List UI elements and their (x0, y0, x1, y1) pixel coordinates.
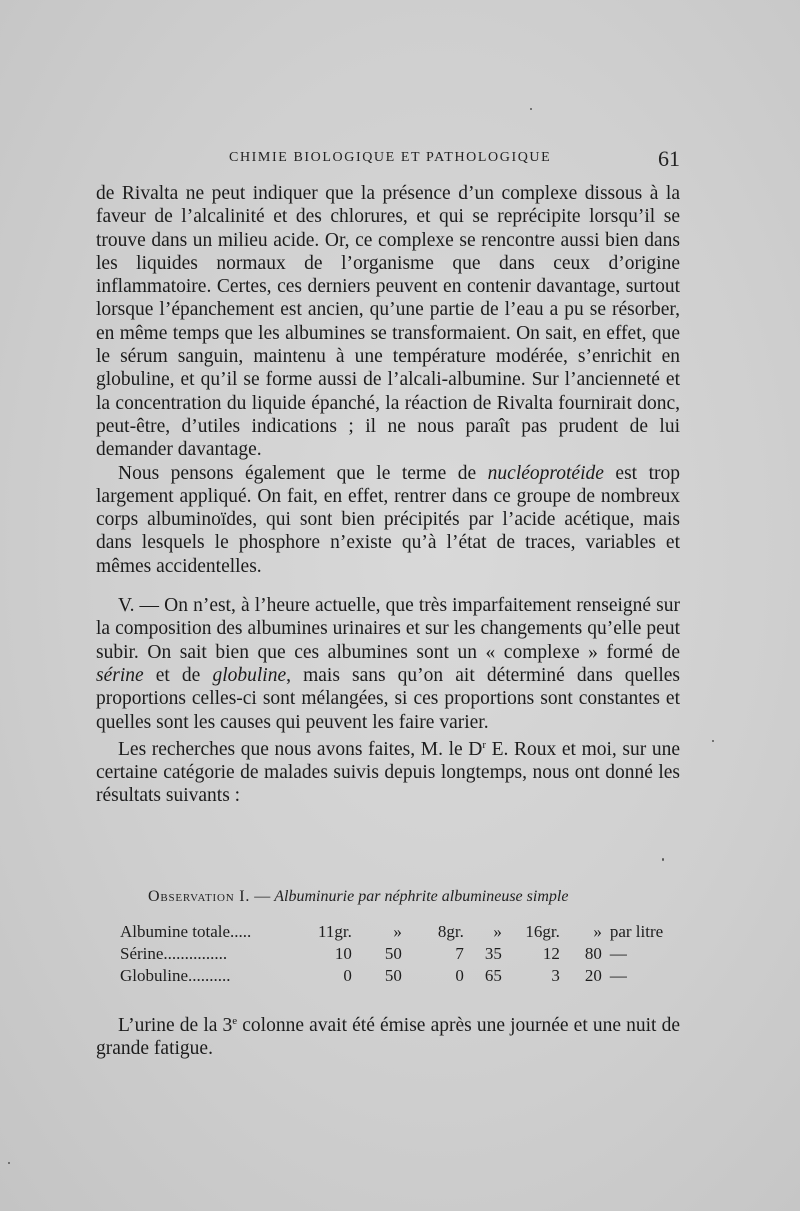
italic-term: sérine (96, 664, 144, 686)
paper-speck (8, 1162, 10, 1164)
table-cell: — (609, 944, 627, 963)
text-run: est trop largement appliqué. On fait, en effet, rentrer dans ce groupe de nombreux corps albuminoïdes, qui sont bien précipités par l’acide acétique, mais dans lesquels le phosphore n’existe qu’à l’état de traces, variables et mêmes accidentelles. (96, 462, 680, 577)
row-label: Sérine............... (120, 944, 228, 963)
text-run: L’urine de la 3 (118, 1015, 233, 1036)
paper-speck (712, 740, 714, 742)
running-title: CHIMIE BIOLOGIQUE ET PATHOLOGIQUE (229, 150, 552, 165)
row-label: Albumine totale..... (120, 922, 252, 941)
table-cell: » (593, 922, 602, 941)
albumin-table (120, 922, 680, 988)
table-cell: 0 (455, 966, 464, 985)
closing-text (96, 1014, 680, 1061)
text-run: V. — On n’est, à l’heure actuelle, que très imparfaitement renseigné sur la composition des albumines urinaires et sur les changements qu’elle peut subir. On sait bien que ces albumines sont un « complexe » formé de (96, 595, 680, 663)
table-cell: par litre (609, 922, 664, 941)
table-cell: 16gr. (525, 922, 560, 941)
superscript: e (232, 1015, 238, 1027)
table-row (120, 966, 680, 988)
table-cell: 0 (343, 966, 352, 985)
table-cell: » (393, 922, 402, 941)
table-cell: 7 (455, 944, 464, 963)
observation-title: Albuminurie par néphrite albumineuse simple (274, 888, 569, 905)
table-cell: 50 (384, 966, 402, 985)
text-run: colonne avait été émise après une journée et une nuit de grande fatigue. (96, 1015, 680, 1060)
table-cell: 10 (334, 944, 352, 963)
text-run: , mais sans qu’on ait déterminé dans quelles proportions celles-ci sont mélangées, si ces proportions sont constantes et quelles sont les causes qui peuvent les faire varier. (96, 664, 680, 733)
main-text (96, 182, 680, 808)
superscript: r (482, 738, 487, 751)
table-row (120, 944, 680, 966)
paper-speck (662, 858, 664, 861)
text-run: E. Roux et moi, sur une certaine catégorie de malades suivis depuis longtemps, nous ont donné les résultats suivants : (96, 738, 680, 807)
table-cell: 8gr. (437, 922, 464, 941)
observation-dash: — (250, 888, 275, 905)
table-cell: 20 (584, 966, 602, 985)
table-cell: 11gr. (318, 922, 352, 941)
table-cell: — (609, 966, 627, 985)
text-run: Nous pensons également que le terme de (118, 462, 488, 484)
row-label: Globuline.......... (120, 966, 231, 985)
table-cell: 3 (551, 966, 560, 985)
table-cell: 65 (484, 966, 502, 985)
table-row (120, 922, 680, 944)
paragraph-urine (96, 1014, 680, 1061)
paragraph-nucleoproteide (96, 462, 680, 578)
text-run: Les recherches que nous avons faites, M. le D (118, 738, 483, 760)
table-cell: 12 (542, 944, 560, 963)
page-number: 61 (658, 146, 680, 171)
table-cell: 50 (384, 944, 402, 963)
observation-label: Observation I. (148, 888, 251, 905)
paper-speck (530, 108, 532, 110)
italic-term: globuline (212, 664, 287, 686)
paragraph-rivalta: de Rivalta ne peut indiquer que la présence d’un complexe dissous à la faveur de l’alcalinité et des chlorures, et qui se reprécipite lorsqu’il se trouve dans un milieu acide. Or, ce complexe se rencontre aussi bien dans les liquides normaux de l’organisme que dans ceux d’origine inflammatoire. Certes, ces derniers peuvent en contenir davantage, surtout lorsque l’épanchement est ancien, qu’une partie de l’eau a pu se résorber, en même temps que les albumines se transformaient. On sait, en effet, que le sérum sanguin, maintenu à une température modérée, s’enrichit en globuline, et qu’il se forme aussi de l’alcali-albumine. Sur l’ancienneté et la concentration du liquide épanché, la réaction de Rivalta fournirait donc, peut-être, d’utiles indications ; il ne nous paraît pas prudent de lui demander davantage. (96, 183, 680, 461)
observation-heading (148, 888, 568, 906)
paragraph-recherches (96, 738, 680, 808)
paragraph-section-v (96, 594, 680, 734)
text-run: et de (143, 664, 213, 686)
table-cell: 35 (484, 944, 502, 963)
table-cell: 80 (584, 944, 602, 963)
italic-term: nucléoprotéide (487, 462, 604, 484)
table-cell: » (493, 922, 502, 941)
